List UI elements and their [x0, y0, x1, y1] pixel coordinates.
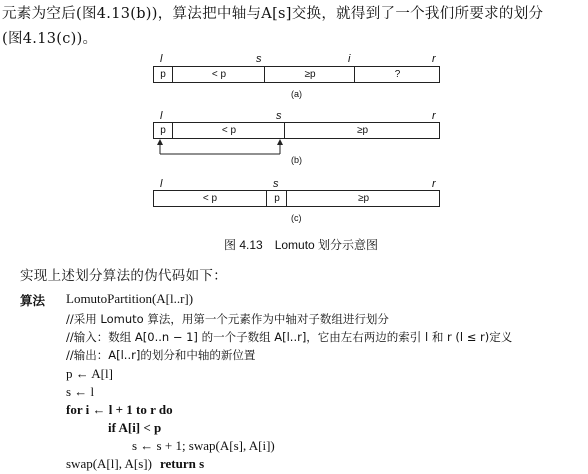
cell-pivot: p [160, 69, 166, 80]
cell-geq: ≥p [284, 123, 440, 138]
code-line: swap(A[l], A[s]) [66, 456, 152, 471]
cell-unknown: ? [354, 67, 440, 82]
intro-line-2: (图4.13(c))。 [2, 31, 98, 47]
comment-line: //采用 Lomuto 算法，用第一个元素作为中轴对子数组进行划分 [66, 312, 389, 326]
label-l: l [160, 178, 163, 190]
code-line: s ← s + 1; swap(A[s], A[i]) [132, 438, 275, 453]
label-s: s [273, 178, 279, 190]
intro-line-1: 元素为空后(图4.13(b))，算法把中轴与A[s]交换，就得到了一个我们所要求的划分 [2, 6, 544, 22]
label-l: l [160, 53, 163, 65]
label-r: r [432, 53, 436, 65]
label-l: l [160, 110, 163, 122]
code-line: p ← A[l] [66, 366, 113, 381]
algorithm-keyword: 算法 [20, 293, 46, 308]
array-a [153, 66, 440, 83]
cell-less: < p [172, 123, 285, 138]
cell-less: < p [202, 193, 218, 204]
label-s: s [276, 110, 282, 122]
caption-c: (c) [291, 213, 302, 223]
figure-title: 图 4.13 Lomuto 划分示意图 [224, 238, 379, 252]
label-r: r [432, 110, 436, 122]
caption-a: (a) [291, 89, 302, 99]
array-b [153, 122, 440, 139]
code-line: if A[i] < p [108, 420, 162, 435]
label-r: r [432, 178, 436, 190]
comment-line: //输入：数组 A[0..n − 1] 的一个子数组 A[l..r]，它由左右两边的索引 l 和 r (l ≤ r)定义 [66, 330, 513, 344]
algorithm-header: LomutoPartition(A[l..r]) [66, 291, 194, 306]
body-text: 实现上述划分算法的伪代码如下： [20, 268, 227, 284]
cell-geq: ≥p [286, 191, 440, 206]
swap-arrow-icon [150, 138, 290, 158]
code-line: for i ← l + 1 to r do [66, 402, 173, 417]
cell-geq: ≥p [264, 67, 355, 82]
caption-b: (b) [291, 155, 302, 165]
array-c [153, 190, 440, 207]
cell-less: < p [172, 67, 265, 82]
label-i: i [348, 53, 351, 65]
cell-pivot: p [266, 191, 287, 206]
code-line-return: return s [160, 456, 205, 471]
comment-line: //输出：A[l..r]的划分和中轴的新位置 [66, 348, 256, 362]
code-line: s ← l [66, 384, 95, 399]
cell-pivot: p [160, 125, 166, 136]
label-s: s [256, 53, 262, 65]
